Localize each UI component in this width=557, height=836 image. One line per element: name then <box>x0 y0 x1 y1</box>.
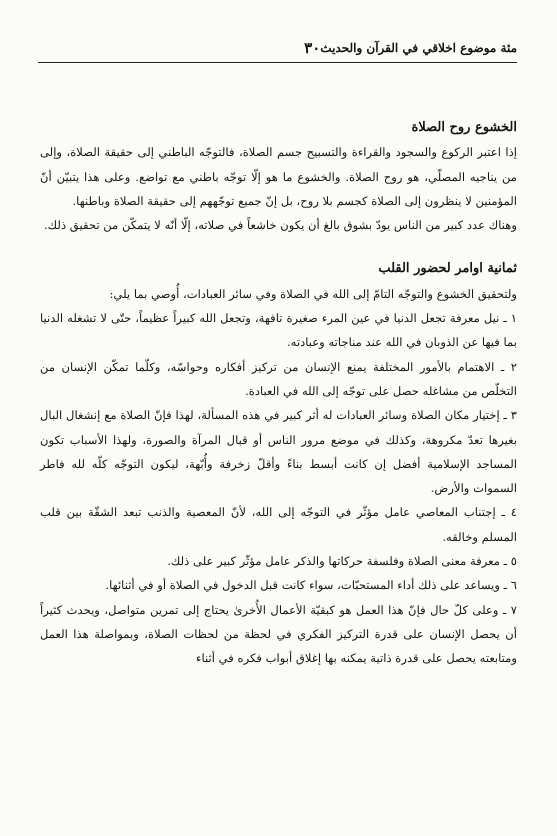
list-item: ٤ ـ إجتناب المعاصي عامل مؤثّر في التوجّه إلى الله، لأنّ المعصية والذنب تبعد الشقّة بين قلب المسلم وخالقه. <box>40 505 517 544</box>
paragraph: وهناك عدد كبير من الناس يودّ بشوق بالغ أن يكون خاشعاً في صلاته، إلّا أنّه لا يتمكّن من تحقيق ذلك. <box>43 218 517 233</box>
intro-paragraph: ولتحقيق الخشوع والتوجّه التامّ إلى الله في الصلاة وفي سائر العبادات، أُوصي بما يلي: <box>109 286 517 301</box>
list-item: ٢ ـ الاهتمام بالأمور المختلفة يمنع الإنسان من تركيز أفكاره وحواسّه، وكلّما تمكّن الإنسان من التخلّص من مشاغله حصل على توجّه إلى الله في العبادة. <box>40 359 517 398</box>
running-title: مئة موضوع اخلاقي في القرآن والحديث <box>320 41 517 55</box>
page-header <box>38 34 517 63</box>
section-spacer <box>40 237 517 257</box>
page-body <box>40 116 517 671</box>
list-item: ٧ ـ وعلى كلّ حال فإنّ هذا العمل هو كبقيّة الأعمال الأُخرىٰ يحتاج إلى تمرين متواصل، ويحدث كثيراً أن يحصل الإنسان على قدرة التركيز الفكري في لحظة من لحظات الصلاة، وبمواصلة هذا العمل ومتابعته يحصل على قدرة ذاتية يمكنه بها إغلاق أبواب فكره في أثناء <box>40 602 517 666</box>
paragraph: إذا اعتبر الركوع والسجود والقراءة والتسبيح جسم الصلاة، فالتوجّه الباطني إلى حقيقة الصلاة، وإلى من يناجيه المصلّي، هو روح الصلاة. والخشوع ما هو إلّا توجّه باطني مع تواضع. وعلى هذا يتبيّن أنّ المؤمنين لا ينظرون إلى الصلاة كجسم بلا روح، بل إنّ جميع توجّههم إلى حقيقة الصلاة وباطنها. <box>40 145 517 208</box>
section-heading-khushu: الخشوع روح الصلاة <box>411 120 517 135</box>
page-number: ٣٠ <box>304 39 321 57</box>
list-item: ٦ ـ ويساعد على ذلك أداء المستحبّات، سواء كانت قبل الدخول في الصلاة أو في أثنائها. <box>105 578 517 593</box>
list-item: ٥ ـ معرفة معنى الصلاة وفلسفة حركاتها والذكر عامل مؤثّر كبير على ذلك. <box>167 554 517 569</box>
section-heading-eight-orders: ثمانية اوامر لحضور القلب <box>378 261 517 277</box>
list-item: ١ ـ نيل معرفة تجعل الدنيا في عين المرء صغيرة تافهة، وتجعل الله كبيراً عظيماً، حتّى لا تشغله الدنيا بما فيها عن الذوبان في الله عند مناجاته وعبادته. <box>40 311 517 350</box>
list-item: ٣ ـ إختيار مكان الصلاة وسائر العبادات له أثر كبير في هذه المسألة، لهذا فإنّ الصلاة مع إنشغال البال بغيرها تعدّ مكروهة، وكذلك في موضع مرور الناس أو قبال المرآة والصورة، ولهذا الأسباب تكون المساجد الإسلامية أفضل إن كانت أبسط بناءً وأقلّ زخرفة وأُبّهة، ليكون التوجّه كلّه لله فاطر السموات والأرض. <box>40 408 517 496</box>
